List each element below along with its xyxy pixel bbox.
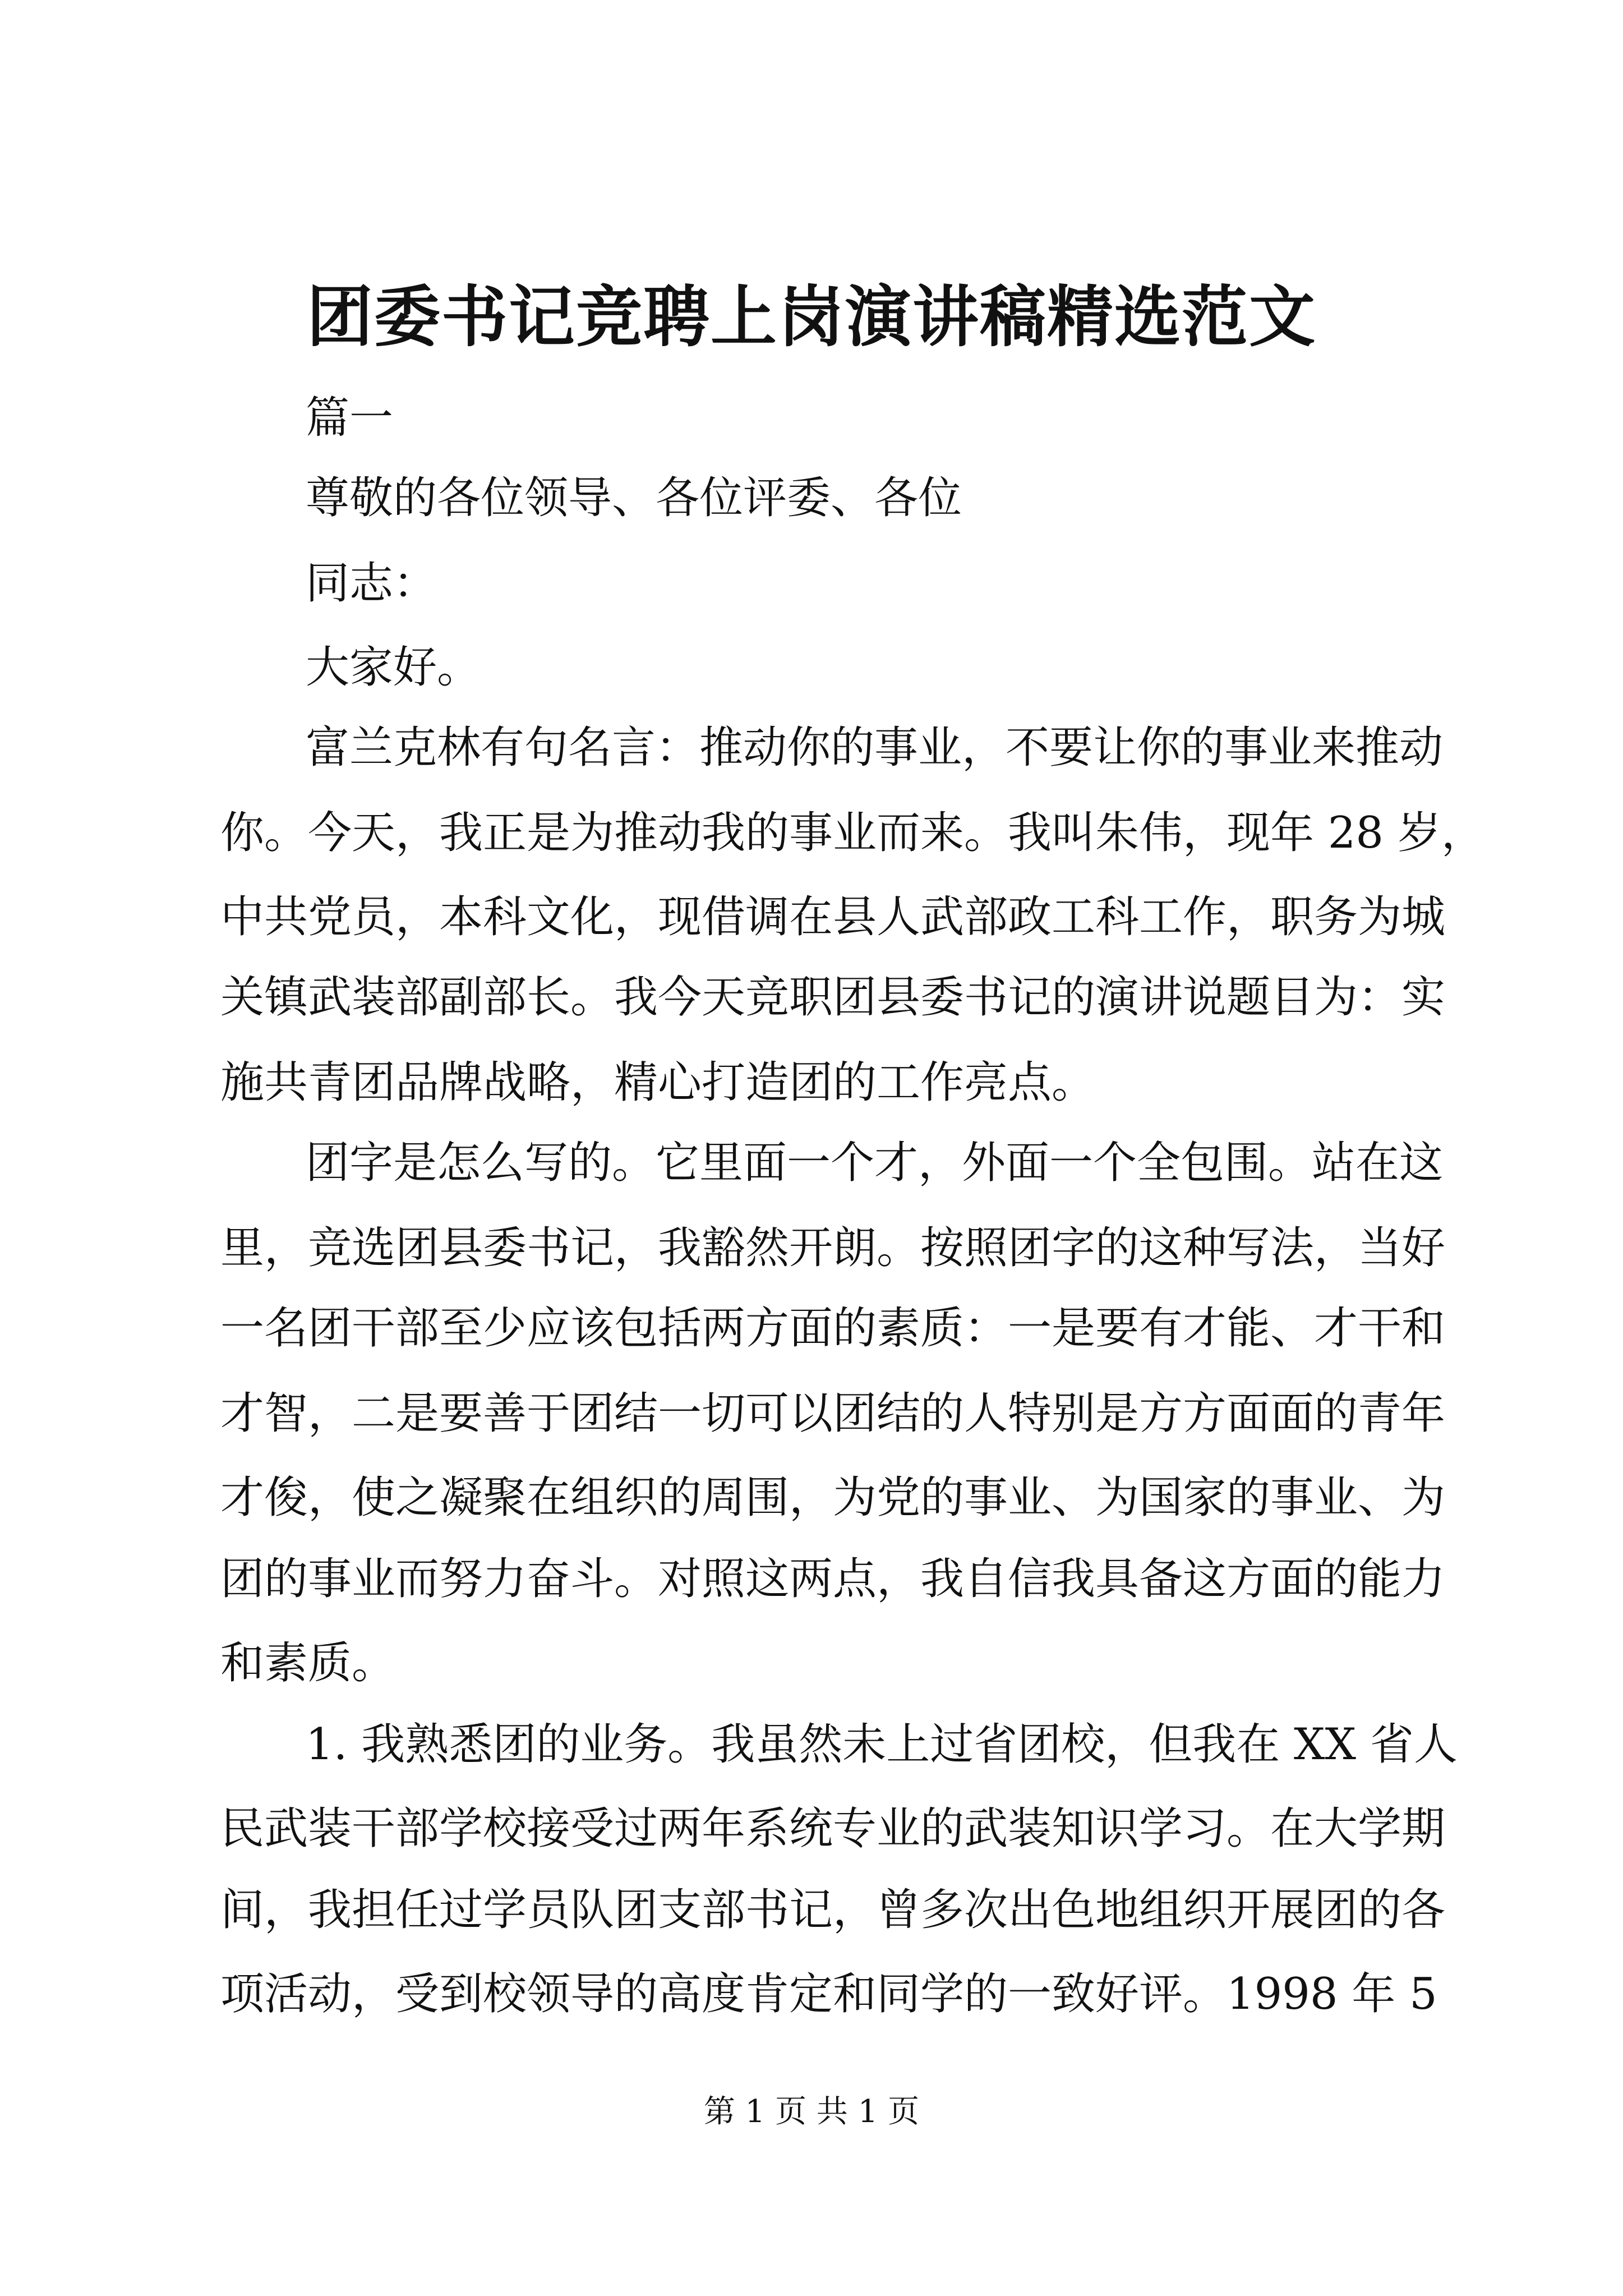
text-line: 里，竞选团县委书记，我豁然开朗。按照团字的这种写法，当好 (220, 1223, 1446, 1273)
text-line: 项活动，受到校领导的高度肯定和同学的一致好评。1998 年 5 (220, 1969, 1437, 2019)
text-line: 尊敬的各位领导、各位评委、各位 (306, 473, 962, 523)
text-line: 中共党员，本科文化，现借调在县人武部政工科工作，职务为城 (220, 892, 1446, 942)
text-line: 和素质。 (220, 1638, 396, 1688)
text-line: 才俊，使之凝聚在组织的周围，为党的事业、为国家的事业、为 (220, 1473, 1446, 1523)
text-line: 团字是怎么写的。它里面一个才，外面一个全包围。站在这 (306, 1138, 1444, 1188)
page-footer: 第 1 页 共 1 页 (703, 2093, 920, 2130)
text-line: 篇一 (306, 393, 394, 443)
text-line: 间，我担任过学员队团支部书记，曾多次出色地组织开展团的各 (220, 1885, 1446, 1935)
text-line: 同志： (306, 558, 437, 609)
text-line: 民武装干部学校接受过两年系统专业的武装知识学习。在大学期 (220, 1803, 1446, 1854)
text-line: 富兰克林有句名言：推动你的事业，不要让你的事业来推动 (306, 723, 1444, 773)
text-line: 你。今天，我正是为推动我的事业而来。我叫朱伟，现年 28 岁， (220, 808, 1485, 858)
text-line: 才智，二是要善于团结一切可以团结的人特别是方方面面的青年 (220, 1388, 1446, 1439)
text-line: 1. 我熟悉团的业务。我虽然未上过省团校，但我在 XX 省人 (306, 1719, 1458, 1770)
text-line: 大家好。 (306, 642, 481, 693)
text-line: 关镇武装部副部长。我今天竞职团县委书记的演讲说题目为：实 (220, 972, 1446, 1023)
text-line: 施共青团品牌战略，精心打造团的工作亮点。 (220, 1057, 1096, 1108)
document-title: 团委书记竞聘上岗演讲稿精选范文 (306, 278, 1316, 356)
text-line: 一名团干部至少应该包括两方面的素质：一是要有才能、才干和 (220, 1303, 1446, 1354)
text-line: 团的事业而努力奋斗。对照这两点，我自信我具备这方面的能力 (220, 1554, 1446, 1604)
